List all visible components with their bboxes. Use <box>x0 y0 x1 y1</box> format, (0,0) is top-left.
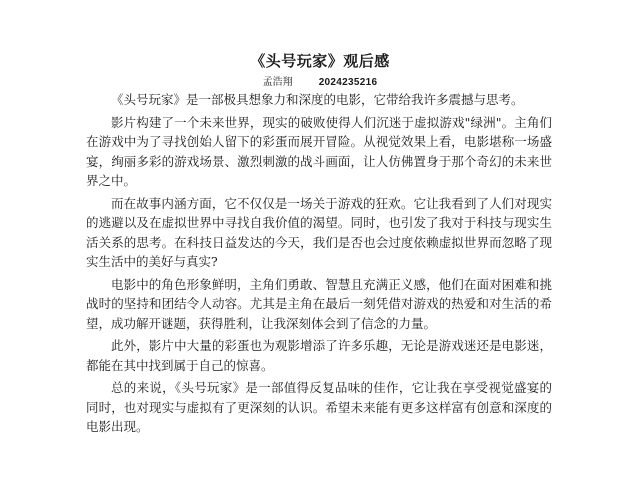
author-line <box>0 73 640 88</box>
paragraph-6: 总的来说，《头号玩家》是一部值得反复品味的佳作，它让我在享受视觉盛宴的同时，也对现实与虚拟有了更深刻的认识。希望未来能有更多这样富有创意和深度的电影出现。 <box>86 380 552 434</box>
paragraph-4: 电影中的角色形象鲜明，主角们勇敢、智慧且充满正义感，他们在面对困难和挑战时的坚持和团结令人动容。尤其是主角在最后一刻凭借对游戏的热爱和对生活的希望，成功解开谜题，获得胜利，让我深刻体会到了信念的力量。 <box>86 276 552 331</box>
paragraph-2: 影片构建了一个未来世界，现实的破败使得人们沉迷于虚拟游戏"绿洲"。主角们在游戏中为了寻找创始人留下的彩蛋而展开冒险。从视觉效果上看，电影堪称一场盛宴，绚丽多彩的游戏场景、激烈刺激的战斗画面，让人仿佛置身于那个奇幻的未来世界之中。 <box>86 114 552 188</box>
essay-body <box>86 90 552 440</box>
author-name: 孟浩翔 <box>262 77 293 88</box>
paragraph-1: 《头号玩家》是一部极具想象力和深度的电影，它带给我许多震撼与思考。 <box>111 92 524 107</box>
student-id: 2024235216 <box>318 77 378 88</box>
document-title: 《头号玩家》观后感 <box>250 52 390 70</box>
paragraph-3: 而在故事内涵方面，它不仅仅是一场关于游戏的狂欢。它让我看到了人们对现实的逃避以及在虚拟世界中寻找自我价值的渴望。同时，也引发了我对于科技与现实生活关系的思考。在科技日益发达的今天，我们是否也会过度依赖虚拟世界而忽略了现实生活中的美好与真实? <box>86 195 552 269</box>
paragraph-5: 此外，影片中大量的彩蛋也为观影增添了许多乐趣，无论是游戏迷还是电影迷，都能在其中找到属于自己的惊喜。 <box>86 338 552 373</box>
